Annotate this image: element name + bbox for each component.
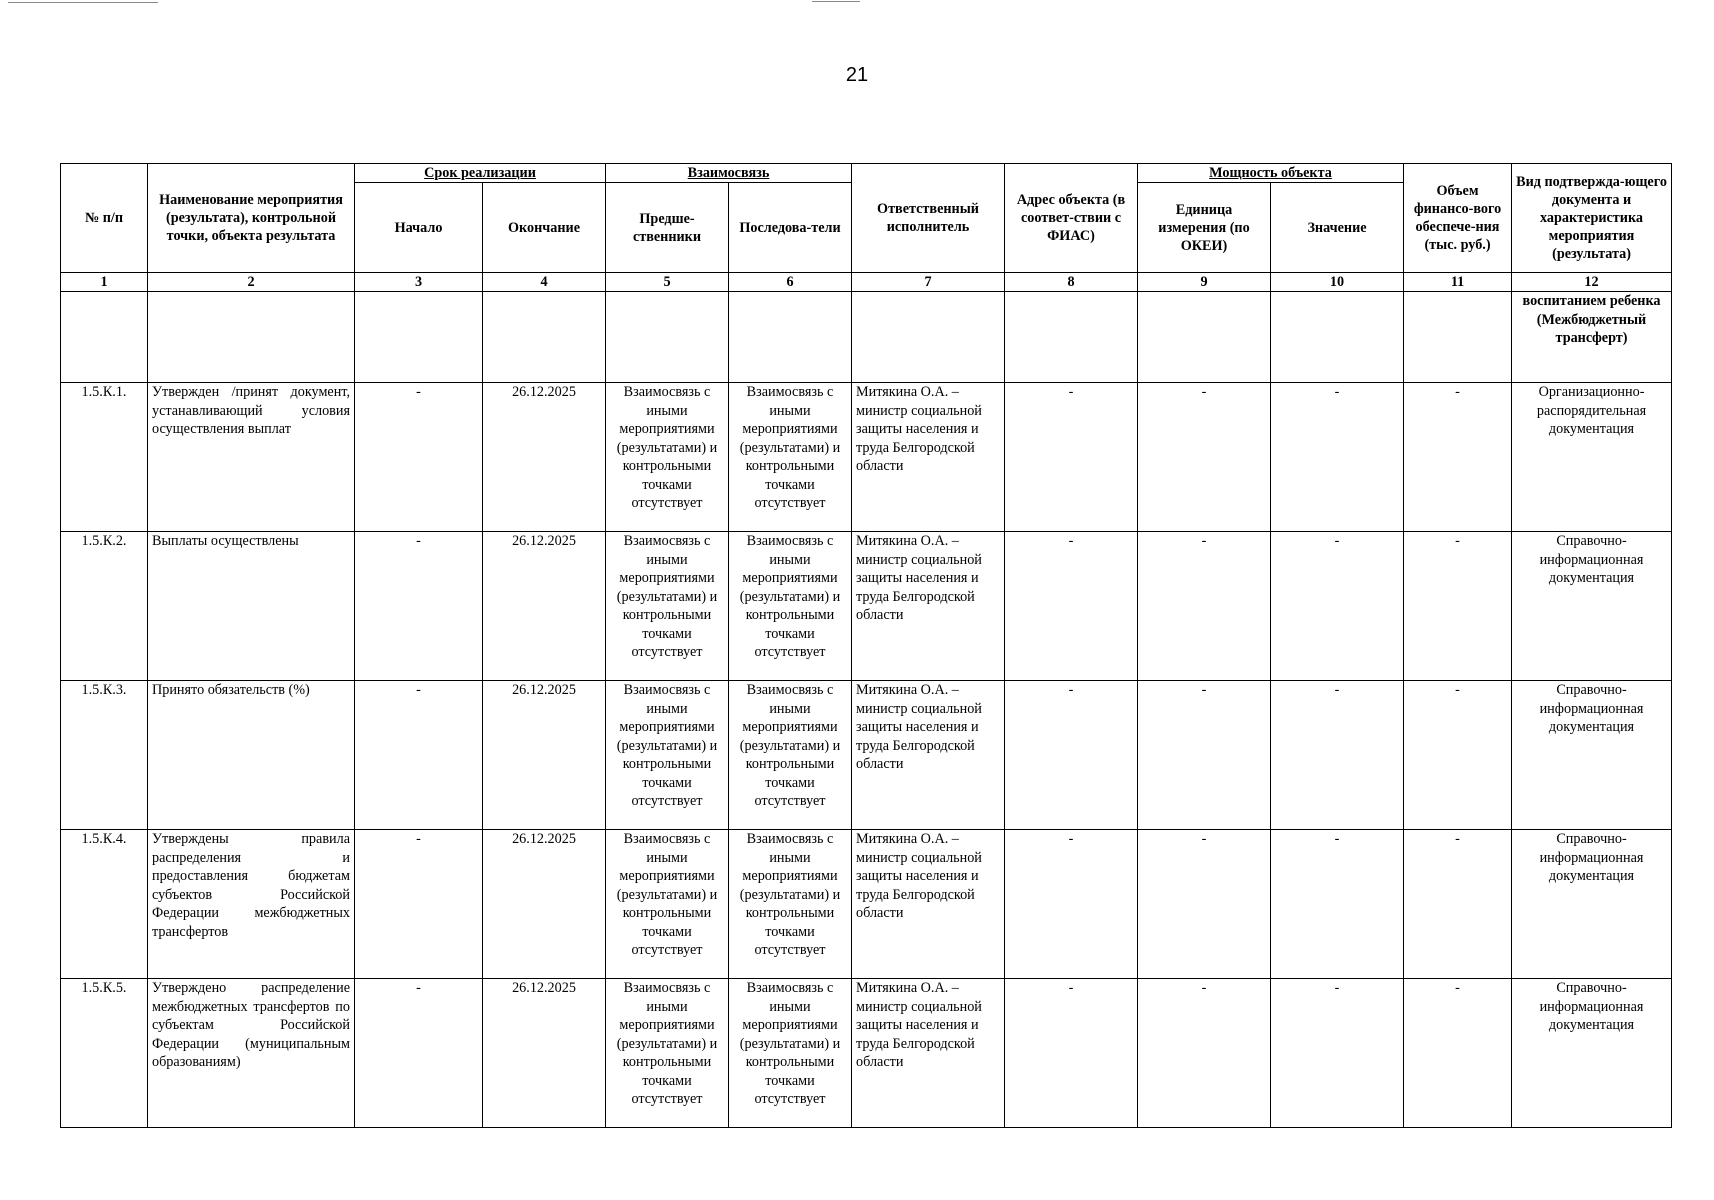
table-row	[61, 532, 1672, 681]
header-address: Адрес объекта (в соответ-ствии с ФИАС)	[1005, 164, 1138, 273]
header-value: Значение	[1271, 183, 1404, 273]
scan-artifact-line	[8, 2, 158, 3]
continuation-row	[61, 292, 1672, 383]
header-num: № п/п	[61, 164, 148, 273]
row-successors: Взаимосвязь с иными мероприятиями (результатами) и контрольными точками отсутствует	[729, 681, 852, 830]
row-address: -	[1005, 681, 1138, 830]
row-responsible: Митякина О.А. – министр социальной защиты населения и труда Белгородской области	[852, 532, 1005, 681]
header-responsible: Ответственный исполнитель	[852, 164, 1005, 273]
row-address: -	[1005, 383, 1138, 532]
table-row	[61, 383, 1672, 532]
table-header	[61, 164, 1672, 292]
header-unit: Единица измерения (по ОКЕИ)	[1138, 183, 1271, 273]
row-name: Утверждено распределение межбюджетных трансфертов по субъектам Российской Федерации (муниципальным образованиям)	[148, 979, 355, 1128]
row-unit: -	[1138, 383, 1271, 532]
row-address: -	[1005, 979, 1138, 1128]
row-number: 1.5.К.5.	[61, 979, 148, 1128]
row-responsible: Митякина О.А. – министр социальной защиты населения и труда Белгородской области	[852, 830, 1005, 979]
row-name: Утвержден /принят документ, устанавливающий условия осуществления выплат	[148, 383, 355, 532]
column-number: 3	[355, 273, 483, 292]
row-value: -	[1271, 681, 1404, 830]
column-number: 11	[1404, 273, 1512, 292]
empty-cell	[1005, 292, 1138, 383]
row-financing: -	[1404, 979, 1512, 1128]
column-number: 9	[1138, 273, 1271, 292]
scan-artifact-line	[812, 1, 860, 2]
column-number: 6	[729, 273, 852, 292]
row-doc-type: Справочно-информационная документация	[1512, 830, 1672, 979]
row-start: -	[355, 681, 483, 830]
row-name: Утверждены правила распределения и предоставления бюджетам субъектов Российской Федерации межбюджетных трансфертов	[148, 830, 355, 979]
empty-cell	[483, 292, 606, 383]
header-end: Окончание	[483, 183, 606, 273]
header-successors: Последова-тели	[729, 183, 852, 273]
column-number-row	[61, 273, 1672, 292]
row-financing: -	[1404, 532, 1512, 681]
row-predecessors: Взаимосвязь с иными мероприятиями (результатами) и контрольными точками отсутствует	[606, 830, 729, 979]
row-end: 26.12.2025	[483, 681, 606, 830]
row-financing: -	[1404, 681, 1512, 830]
header-group-capacity-label: Мощность объекта	[1209, 165, 1332, 181]
row-end: 26.12.2025	[483, 830, 606, 979]
row-responsible: Митякина О.А. – министр социальной защиты населения и труда Белгородской области	[852, 979, 1005, 1128]
row-value: -	[1271, 830, 1404, 979]
row-successors: Взаимосвязь с иными мероприятиями (результатами) и контрольными точками отсутствует	[729, 830, 852, 979]
row-number: 1.5.К.4.	[61, 830, 148, 979]
row-address: -	[1005, 830, 1138, 979]
row-address: -	[1005, 532, 1138, 681]
column-number: 5	[606, 273, 729, 292]
row-predecessors: Взаимосвязь с иными мероприятиями (результатами) и контрольными точками отсутствует	[606, 532, 729, 681]
header-group-link-label: Взаимосвязь	[687, 165, 770, 181]
row-value: -	[1271, 979, 1404, 1128]
empty-cell	[1404, 292, 1512, 383]
header-group-term	[355, 164, 606, 183]
row-name: Принято обязательств (%)	[148, 681, 355, 830]
row-end: 26.12.2025	[483, 383, 606, 532]
header-group-capacity	[1138, 164, 1404, 183]
row-unit: -	[1138, 979, 1271, 1128]
row-unit: -	[1138, 830, 1271, 979]
column-number: 1	[61, 273, 148, 292]
row-doc-type: Справочно-информационная документация	[1512, 979, 1672, 1128]
row-start: -	[355, 532, 483, 681]
header-doc-type: Вид подтвержда-ющего документа и характеристика мероприятия (результата)	[1512, 164, 1672, 273]
table-body	[61, 292, 1672, 1128]
row-responsible: Митякина О.А. – министр социальной защиты населения и труда Белгородской области	[852, 383, 1005, 532]
table-row	[61, 681, 1672, 830]
column-number: 8	[1005, 273, 1138, 292]
row-doc-type: Справочно-информационная документация	[1512, 532, 1672, 681]
row-start: -	[355, 830, 483, 979]
empty-cell	[355, 292, 483, 383]
table-row	[61, 979, 1672, 1128]
row-doc-type: Организационно-распорядительная документация	[1512, 383, 1672, 532]
row-end: 26.12.2025	[483, 979, 606, 1128]
row-value: -	[1271, 383, 1404, 532]
row-unit: -	[1138, 681, 1271, 830]
column-number: 7	[852, 273, 1005, 292]
header-predecessors: Предше-ственники	[606, 183, 729, 273]
empty-cell	[606, 292, 729, 383]
row-name: Выплаты осуществлены	[148, 532, 355, 681]
empty-cell	[1138, 292, 1271, 383]
row-financing: -	[1404, 383, 1512, 532]
header-start: Начало	[355, 183, 483, 273]
header-financing: Объем финансо-вого обеспече-ния (тыс. руб.)	[1404, 164, 1512, 273]
row-predecessors: Взаимосвязь с иными мероприятиями (результатами) и контрольными точками отсутствует	[606, 681, 729, 830]
continuation-text: воспитанием ребенка (Межбюджетный трансферт)	[1512, 292, 1672, 383]
header-group-link	[606, 164, 852, 183]
row-successors: Взаимосвязь с иными мероприятиями (результатами) и контрольными точками отсутствует	[729, 979, 852, 1128]
column-number: 2	[148, 273, 355, 292]
row-end: 26.12.2025	[483, 532, 606, 681]
empty-cell	[852, 292, 1005, 383]
row-successors: Взаимосвязь с иными мероприятиями (результатами) и контрольными точками отсутствует	[729, 383, 852, 532]
row-start: -	[355, 979, 483, 1128]
row-number: 1.5.К.3.	[61, 681, 148, 830]
row-predecessors: Взаимосвязь с иными мероприятиями (результатами) и контрольными точками отсутствует	[606, 979, 729, 1128]
column-number: 12	[1512, 273, 1672, 292]
column-number: 10	[1271, 273, 1404, 292]
row-value: -	[1271, 532, 1404, 681]
table-row	[61, 830, 1672, 979]
column-number: 4	[483, 273, 606, 292]
row-responsible: Митякина О.А. – министр социальной защиты населения и труда Белгородской области	[852, 681, 1005, 830]
header-group-term-label: Срок реализации	[424, 165, 536, 181]
row-doc-type: Справочно-информационная документация	[1512, 681, 1672, 830]
row-start: -	[355, 383, 483, 532]
row-successors: Взаимосвязь с иными мероприятиями (результатами) и контрольными точками отсутствует	[729, 532, 852, 681]
page-number: 21	[845, 64, 869, 86]
empty-cell	[729, 292, 852, 383]
empty-cell	[61, 292, 148, 383]
empty-cell	[1271, 292, 1404, 383]
row-unit: -	[1138, 532, 1271, 681]
header-name: Наименование мероприятия (результата), контрольной точки, объекта результата	[148, 164, 355, 273]
empty-cell	[148, 292, 355, 383]
row-financing: -	[1404, 830, 1512, 979]
events-table	[60, 163, 1672, 1128]
row-number: 1.5.К.1.	[61, 383, 148, 532]
row-number: 1.5.К.2.	[61, 532, 148, 681]
row-predecessors: Взаимосвязь с иными мероприятиями (результатами) и контрольными точками отсутствует	[606, 383, 729, 532]
